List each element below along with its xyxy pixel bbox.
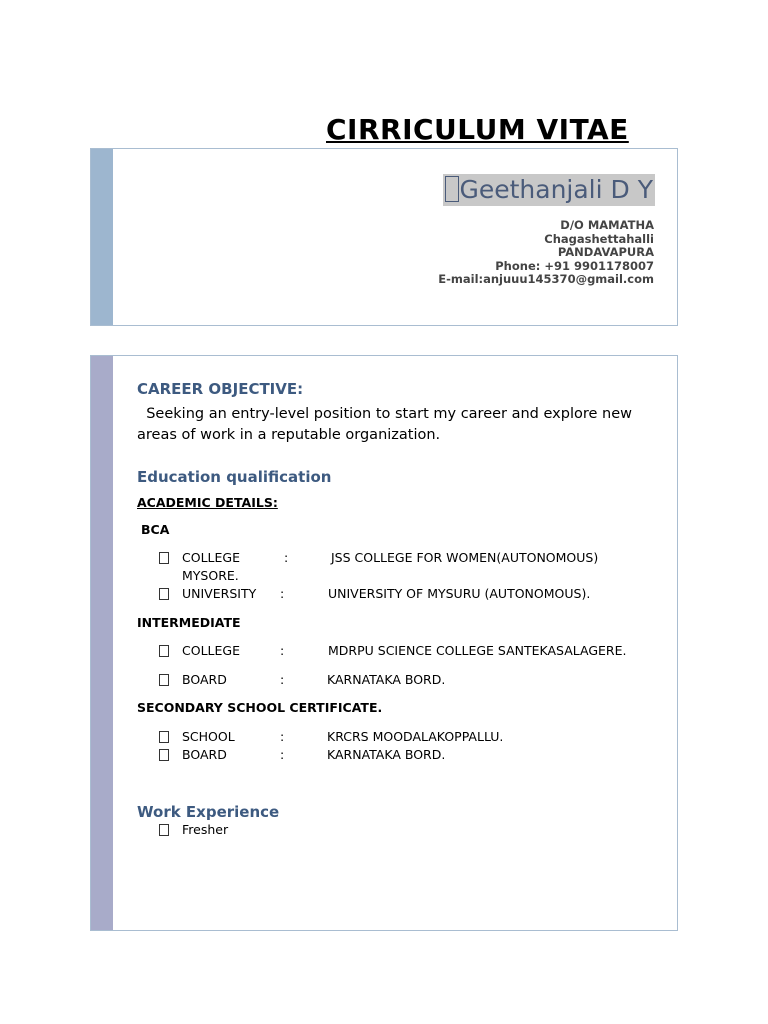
- intermediate-board-label: BOARD: [182, 672, 227, 687]
- contact-details: [438, 219, 654, 287]
- document-title: CIRRICULUM VITAE: [326, 113, 629, 146]
- header-accent-bar: [91, 149, 113, 325]
- intermediate-label: INTERMEDIATE: [137, 615, 241, 630]
- colon: :: [280, 729, 285, 744]
- main-accent-bar: [91, 356, 113, 930]
- ssc-school-value: KRCRS MOODALAKOPPALLU.: [327, 729, 504, 744]
- bullet-icon: [159, 645, 169, 657]
- ssc-board-value: KARNATAKA BORD.: [327, 747, 446, 762]
- bullet-icon: [159, 674, 169, 686]
- contact-phone: Phone: +91 9901178007: [495, 258, 654, 273]
- bullet-icon: [159, 731, 169, 743]
- candidate-name: Geethanjali D Y: [443, 174, 655, 206]
- intermediate-board-value: KARNATAKA BORD.: [327, 672, 446, 687]
- colon: :: [280, 643, 285, 658]
- colon: :: [280, 672, 285, 687]
- ssc-board-label: BOARD: [182, 747, 227, 762]
- intermediate-college-value: MDRPU SCIENCE COLLEGE SANTEKASALAGERE.: [328, 643, 627, 658]
- bullet-icon: [159, 824, 169, 836]
- main-section: [90, 355, 678, 931]
- education-heading: Education qualification: [137, 468, 332, 486]
- contact-line: Chagashettahalli: [544, 231, 654, 246]
- colon: :: [284, 550, 289, 565]
- academic-details-heading: ACADEMIC DETAILS:: [137, 495, 278, 510]
- bca-label: BCA: [141, 522, 170, 537]
- colon: :: [280, 747, 285, 762]
- career-objective-text: Seeking an entry-level position to start my career and explore new areas of work in a reputable organization.: [137, 406, 637, 443]
- bullet-icon: [159, 749, 169, 761]
- ssc-school-label: SCHOOL: [182, 729, 235, 744]
- header-section: [90, 148, 678, 326]
- career-objective-heading: CAREER OBJECTIVE:: [137, 380, 304, 398]
- work-experience-item: Fresher: [182, 822, 229, 837]
- contact-line: PANDAVAPURA: [557, 245, 654, 259]
- bca-university-label: UNIVERSITY: [182, 586, 257, 601]
- intermediate-college-label: COLLEGE: [182, 643, 240, 658]
- bca-college-city: MYSORE.: [182, 568, 239, 583]
- placeholder-glyph-icon: [445, 176, 459, 202]
- bullet-icon: [159, 552, 169, 564]
- bullet-icon: [159, 588, 169, 600]
- bca-college-label: COLLEGE: [182, 550, 240, 565]
- ssc-label: SECONDARY SCHOOL CERTIFICATE.: [137, 700, 383, 715]
- bca-university-value: UNIVERSITY OF MYSURU (AUTONOMOUS).: [328, 586, 591, 601]
- work-experience-heading: Work Experience: [137, 803, 280, 821]
- colon: :: [280, 586, 285, 601]
- contact-email: E-mail:anjuuu145370@gmail.com: [438, 272, 654, 286]
- bca-college-value: JSS COLLEGE FOR WOMEN(AUTONOMOUS): [331, 550, 599, 565]
- contact-line: D/O MAMATHA: [560, 218, 654, 232]
